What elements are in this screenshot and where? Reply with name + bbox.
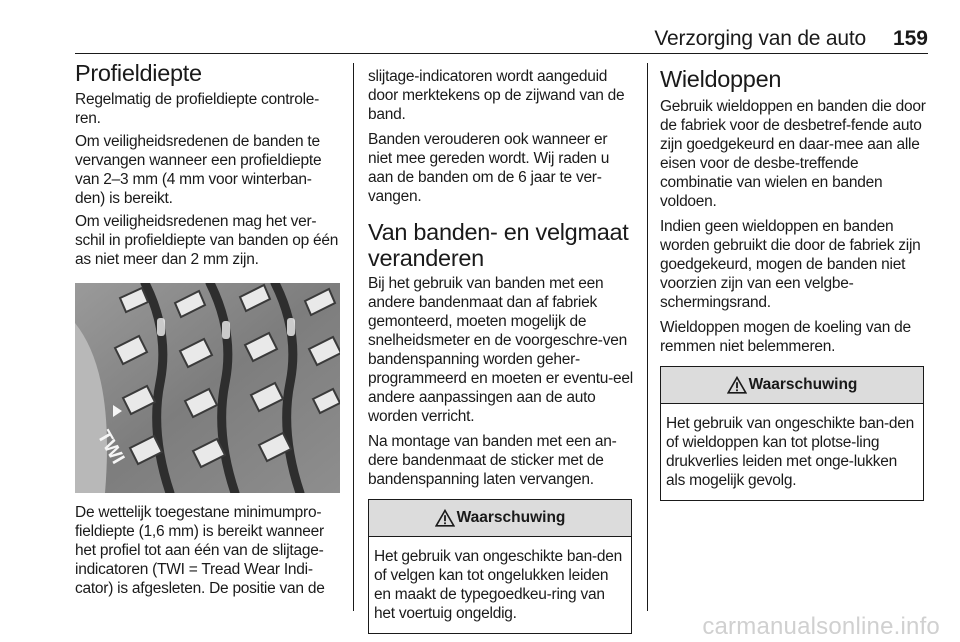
warning-box (368, 499, 632, 634)
warning-text: Het gebruik van ongeschikte ban-den of wieldoppen kan tot plotse-ling drukverlies leiden met onge-lukken als mogelijk gevolg. (666, 415, 915, 489)
paragraph: Na montage van banden met een an-dere bandenmaat de sticker met de bandenspanning laten vervangen. (368, 433, 617, 488)
running-header-title: Verzorging van de auto (654, 27, 866, 50)
page-number: 159 (892, 27, 928, 50)
paragraph: De wettelijk toegestane minimumpro-fieldiepte (1,6 mm) is bereikt wanneer het profiel tot aan één van de slijtage-indicatoren (TWI = Tread Wear Indi-cator) is afgesleten. De positie van de (75, 504, 325, 597)
column-divider-left (353, 63, 354, 611)
section-heading-banden-velgmaat: Van banden- en velgmaat veranderen (368, 219, 629, 271)
warning-triangle-icon (435, 509, 455, 527)
column-2 (368, 67, 633, 634)
paragraph: Regelmatig de profieldiepte controle-ren. (75, 91, 320, 127)
paragraph: Banden verouderen ook wanneer er niet mee gereden wordt. Wij raden u aan de banden om de 6 jaar te ver-vangen. (368, 131, 610, 205)
warning-text: Het gebruik van ongeschikte ban-den of velgen kan tot ongelukken leiden en maakt de typegoedkeu-ring van het voertuig ongeldig. (374, 548, 623, 622)
watermark: carmanualsonline.info (702, 613, 940, 640)
paragraph: Wieldoppen mogen de koeling van de remmen niet belemmeren. (660, 319, 911, 355)
warning-header (661, 367, 923, 404)
paragraph: slijtage-indicatoren wordt aangeduid door merktekens op de zijwand van de band. (368, 68, 625, 123)
paragraph: Om veiligheidsredenen de banden te vervangen wanneer een profieldiepte van 2–3 mm (4 mm voor winterban-den) is bereikt. (75, 133, 322, 207)
column-divider-right (647, 63, 648, 611)
warning-box (660, 366, 924, 501)
paragraph: Gebruik wieldoppen en banden die door de fabriek voor de desbetref-fende auto zijn goedgekeurd en daar-mee aan alle eisen voor de desbe-treffende combinatie van wielen en banden voldoen. (660, 98, 926, 210)
warning-title: Waarschuwing (748, 376, 858, 393)
warning-title: Waarschuwing (456, 509, 566, 526)
tyre-tread-illustration (75, 283, 340, 493)
warning-triangle-icon (727, 376, 747, 394)
column-1 (75, 60, 340, 602)
paragraph: Bij het gebruik van banden met een andere bandenmaat dan af fabriek gemonteerd, moeten mogelijk de snelheidsmeter en de voorgeschre-ven bandenspanning worden geher-programmeerd en moeten er eventu-eel andere aanpassingen aan de auto worden verricht. (368, 275, 633, 425)
section-heading-profieldiepte: Profieldiepte (75, 60, 202, 86)
section-heading-wieldoppen: Wieldoppen (660, 66, 782, 92)
header-rule (75, 53, 928, 54)
paragraph: Indien geen wieldoppen en banden worden gebruikt die door de fabriek zijn goedgekeurd, mogen de banden niet voorzien zijn van een velgbe-schermingsrand. (660, 218, 921, 311)
twi-label: TWI (92, 427, 129, 468)
column-3 (660, 66, 928, 501)
warning-header (369, 500, 631, 537)
paragraph: Om veiligheidsredenen mag het ver-schil in profieldiepte van banden op één as niet meer dan 2 mm zijn. (75, 213, 339, 268)
